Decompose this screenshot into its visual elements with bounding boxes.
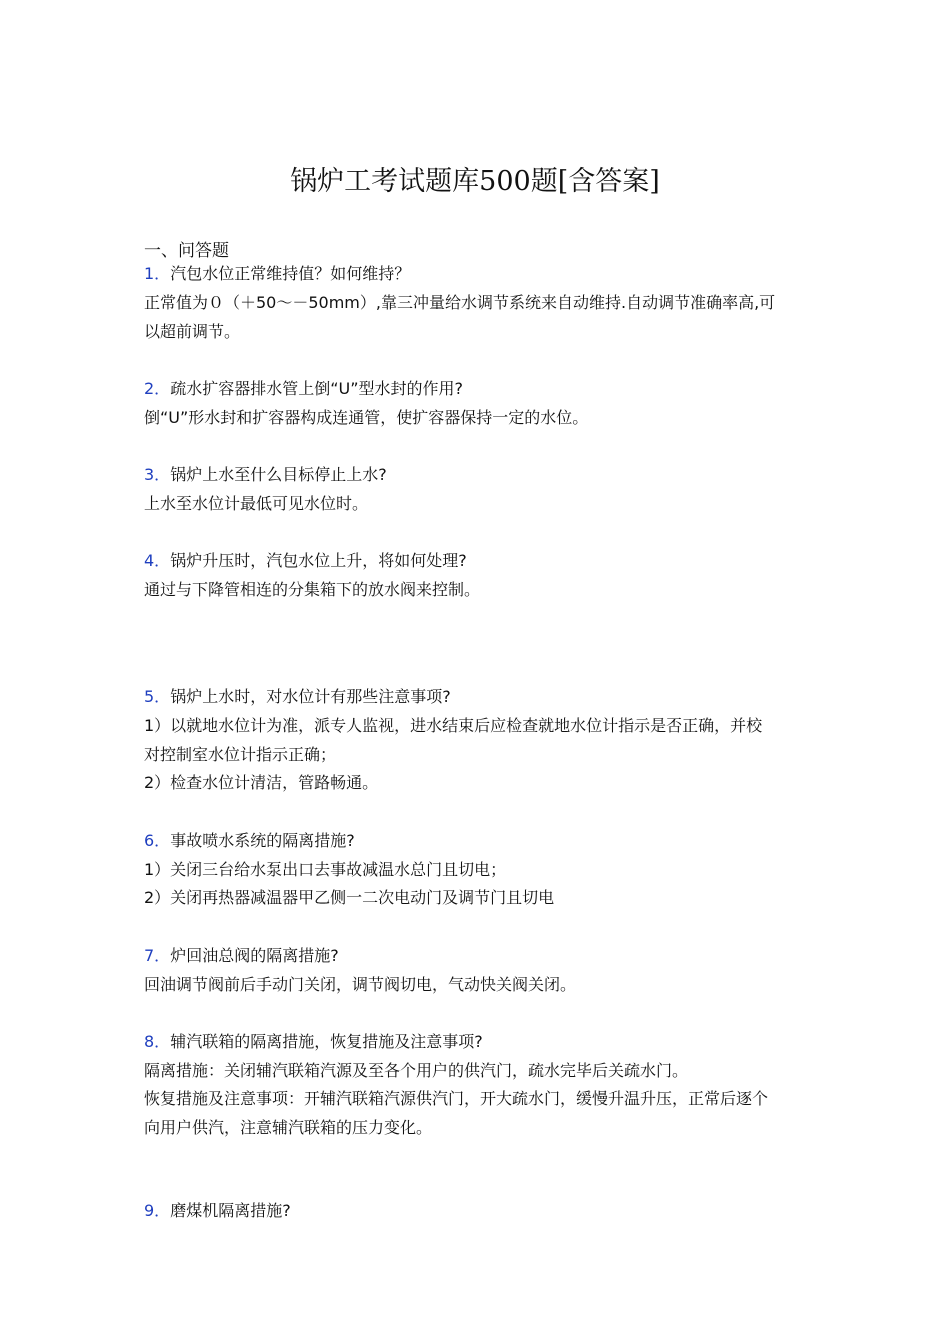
question-text: 辅汽联箱的隔离措施，恢复措施及注意事项?	[170, 1032, 483, 1051]
answer-1-line-1: 正常值为０（＋50～－50mm）,靠三冲量给水调节系统来自动维持.自动调节准确率高,可	[144, 293, 776, 312]
question-2	[144, 374, 814, 403]
question-number: 6．	[144, 831, 171, 850]
answer-8-line-3: 向用户供汽，注意辅汽联箱的压力变化。	[144, 1118, 433, 1137]
question-text: 事故喷水系统的隔离措施?	[170, 831, 355, 850]
question-text: 磨煤机隔离措施?	[170, 1201, 291, 1220]
question-text: 疏水扩容器排水管上倒“U”型水封的作用?	[170, 379, 463, 398]
answer-5-line-2: 对控制室水位计指示正确；	[144, 745, 337, 764]
question-6	[144, 826, 814, 855]
question-5	[144, 682, 814, 711]
question-1	[144, 259, 814, 288]
question-number: 3．	[144, 465, 171, 484]
question-number: 2．	[144, 379, 171, 398]
section-heading: 一、问答题	[144, 241, 229, 261]
answer-3-line-1: 上水至水位计最低可见水位时。	[144, 494, 369, 513]
answer-6-line-2: 2）关闭再热器减温器甲乙侧一二次电动门及调节门且切电	[144, 888, 555, 907]
answer-1-line-2: 以超前调节。	[144, 322, 241, 341]
question-text: 锅炉升压时，汽包水位上升，将如何处理?	[170, 551, 467, 570]
question-text: 汽包水位正常维持值？如何维持？	[170, 264, 411, 283]
answer-6-line-1: 1）关闭三台给水泵出口去事故减温水总门且切电；	[144, 860, 507, 879]
question-text: 锅炉上水至什么目标停止上水?	[170, 465, 387, 484]
answer-8-line-1: 隔离措施：关闭辅汽联箱汽源及至各个用户的供汽门，疏水完毕后关疏水门。	[144, 1061, 689, 1080]
question-number: 8．	[144, 1032, 171, 1051]
answer-5-line-1: 1）以就地水位计为准，派专人监视，进水结束后应检查就地水位计指示是否正确，并校	[144, 716, 763, 735]
answer-8-line-2: 恢复措施及注意事项：开辅汽联箱汽源供汽门，开大疏水门，缓慢升温升压，正常后逐个	[144, 1089, 769, 1108]
document-title-text: 锅炉工考试题库500题[含答案]	[290, 166, 660, 197]
question-number: 4．	[144, 551, 171, 570]
question-number: 1．	[144, 264, 171, 283]
question-9	[144, 1196, 814, 1225]
question-number: 5．	[144, 687, 171, 706]
question-4	[144, 546, 814, 575]
answer-4-line-1: 通过与下降管相连的分集箱下的放水阀来控制。	[144, 580, 481, 599]
question-text: 炉回油总阀的隔离措施?	[170, 946, 339, 965]
question-3	[144, 460, 814, 489]
question-7	[144, 941, 814, 970]
question-number: 9．	[144, 1201, 171, 1220]
document-title	[0, 163, 950, 201]
answer-5-line-3: 2）检查水位计清洁，管路畅通。	[144, 773, 379, 792]
question-8	[144, 1027, 814, 1056]
question-number: 7．	[144, 946, 171, 965]
answer-7-line-1: 回油调节阀前后手动门关闭，调节阀切电，气动快关阀关闭。	[144, 975, 577, 994]
question-text: 锅炉上水时，对水位计有那些注意事项?	[170, 687, 451, 706]
answer-2-line-1: 倒“U”形水封和扩容器构成连通管，使扩容器保持一定的水位。	[144, 408, 589, 427]
